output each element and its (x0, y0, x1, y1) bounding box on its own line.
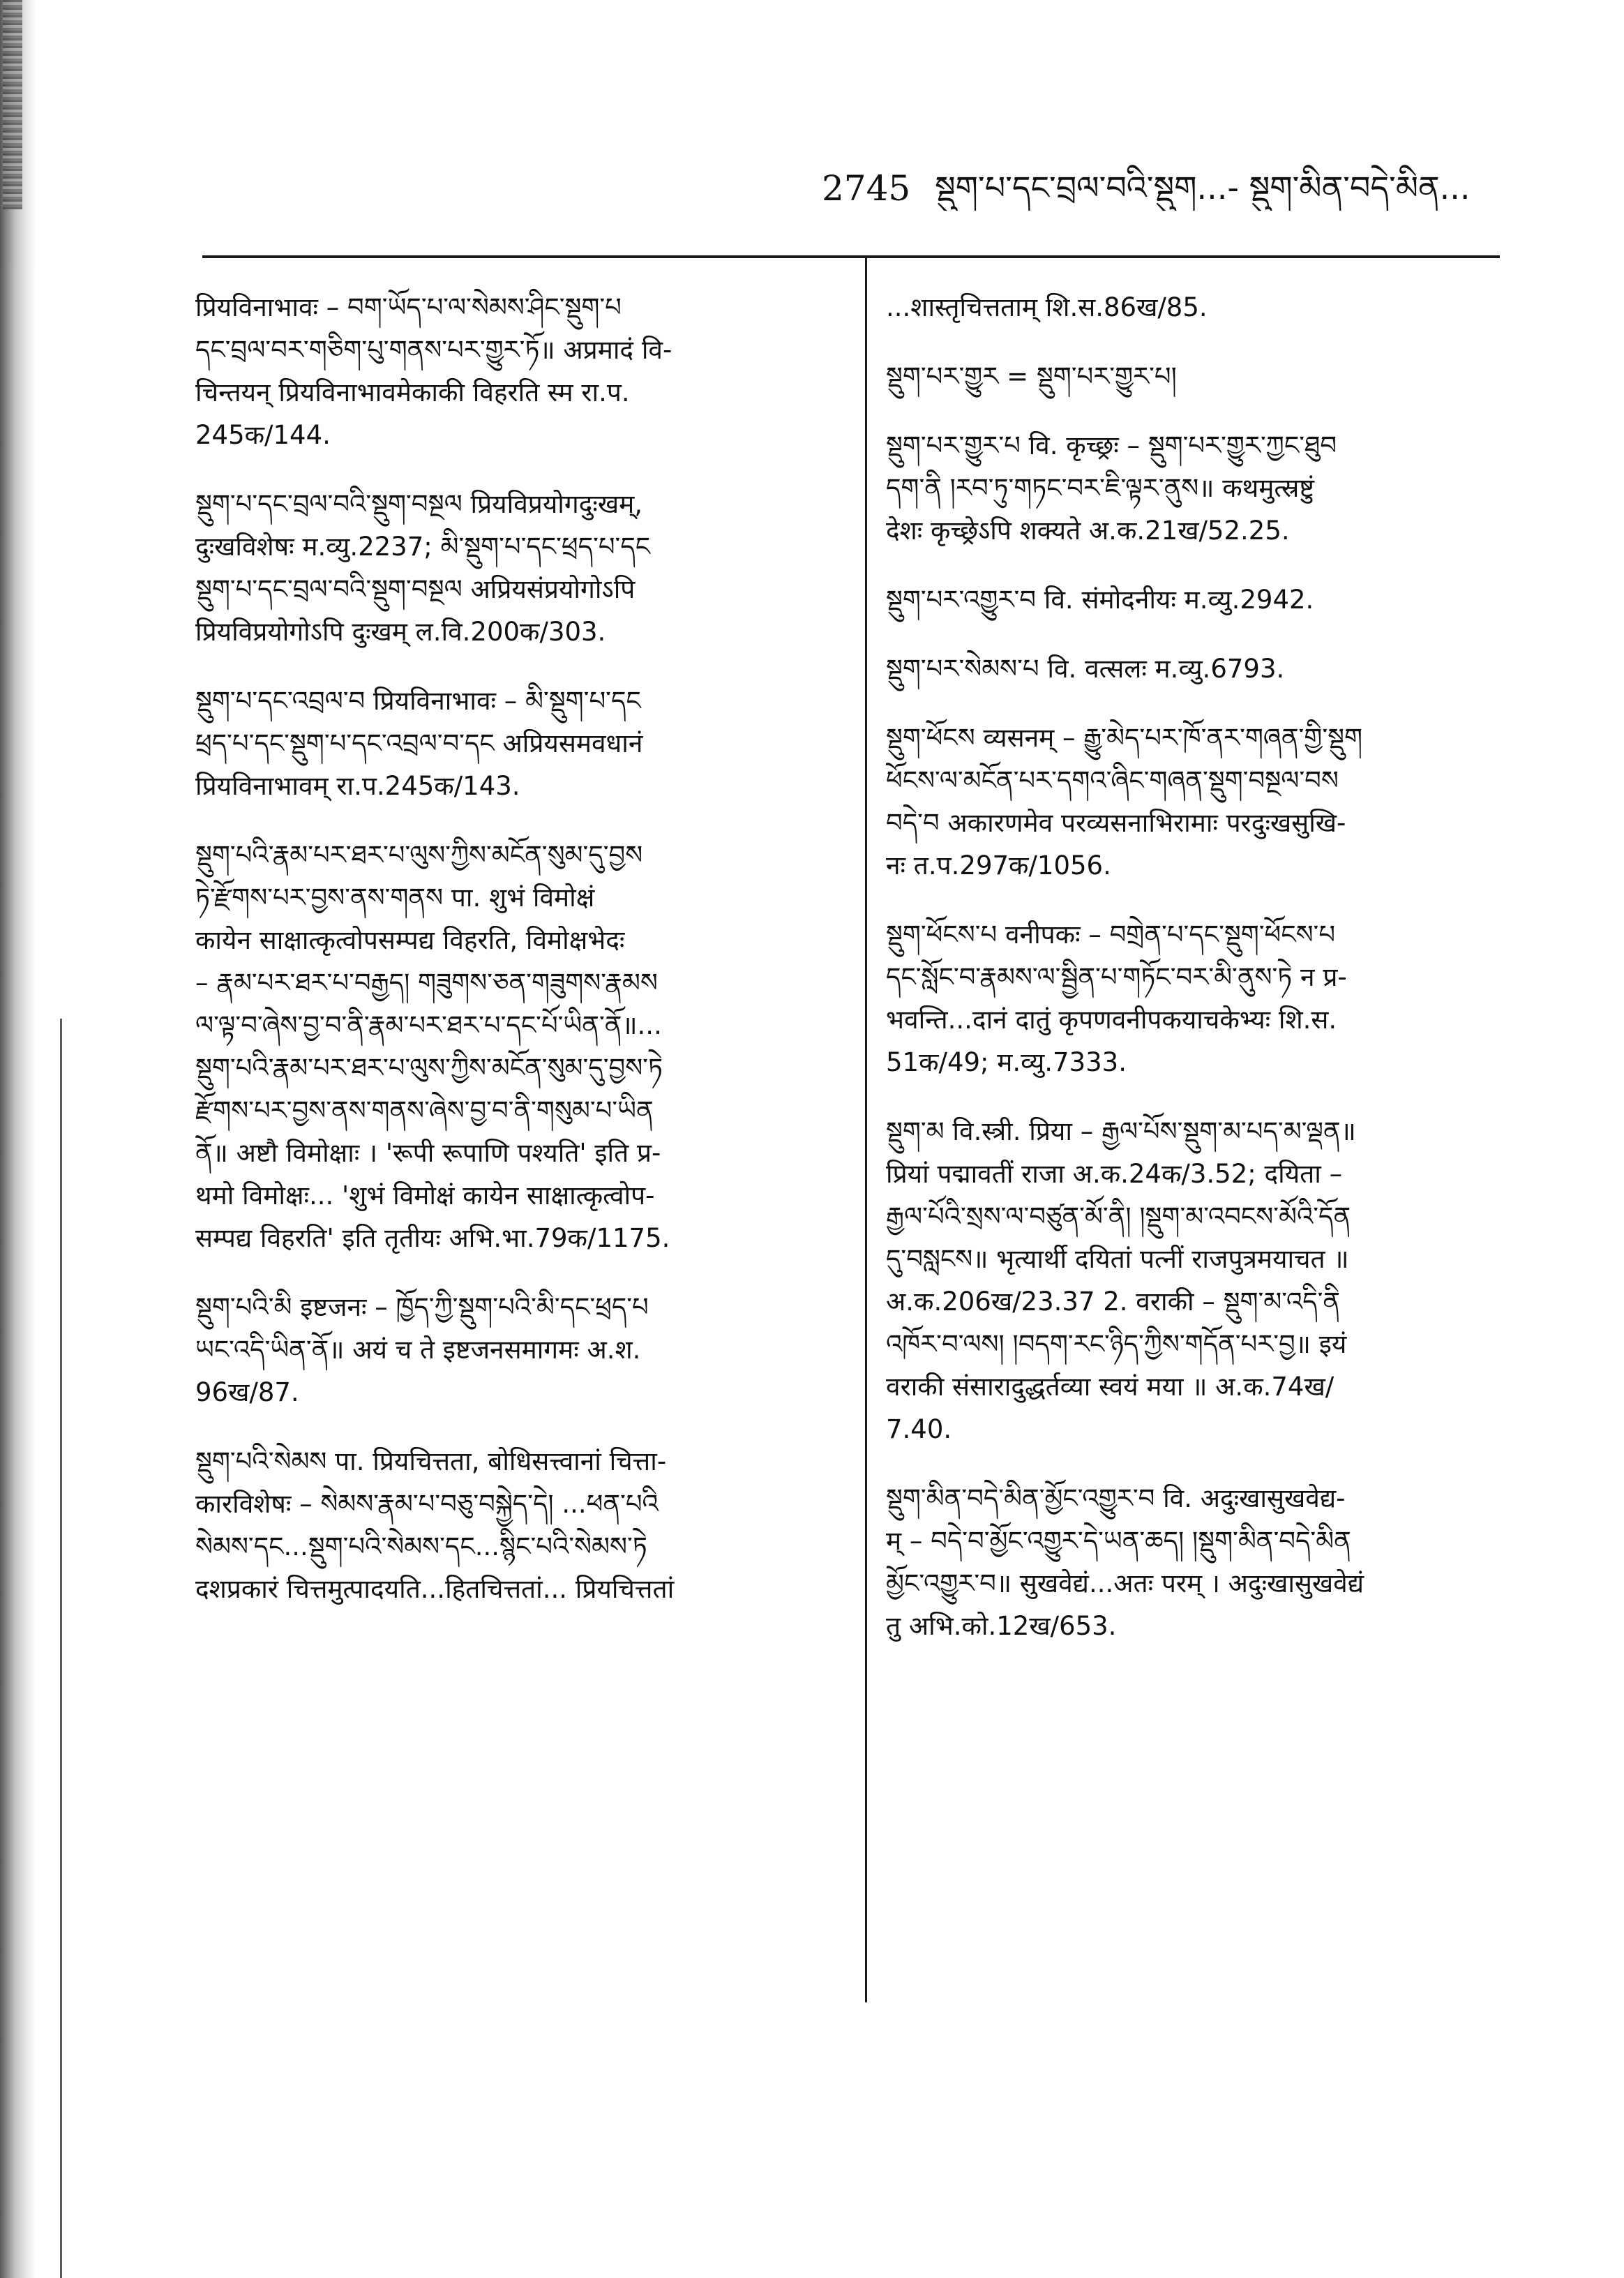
entry-line: प्रियविनाभावः – བག་ཡོད་པ་ལ་སེམས་ཤིང་སྡུག་པ (195, 292, 622, 322)
entry-line: कारविशेषः – སེམས་རྣམ་པ་བཅུ་བསྐྱེད་དེ། ...ཕན་པའི (195, 1489, 659, 1519)
entry-line: སེམས་དང...སྡུག་པའི་སེམས་དང...སྙིང་པའི་སེམས་ཏེ (195, 1531, 647, 1561)
entry-line: थमो विमोक्षः... 'शुभं विमोक्षं कायेन साक्षात्कृत्वोप- (195, 1181, 655, 1211)
entry-line: ...शास्तृचित्तताम् शि.स.86ख/85. (886, 292, 1208, 322)
entry-line: दशप्रकारं चित्तमुत्पादयति...हितचित्ततां... प्रियचित्ततां (195, 1574, 675, 1604)
entry-line: भवन्ति...दानं दातुं कृपणवनीपकयाचकेभ्यः शि.स. (886, 1005, 1337, 1035)
entry-line: अ.क.206ख/23.37 2. वराकी – སྡུག་མ་འདི་ནི (886, 1287, 1341, 1317)
dictionary-entry (886, 286, 1500, 329)
dictionary-entry (886, 913, 1500, 1084)
entry-line: ལ་ལྟ་བ་ཞེས་བྱ་བ་ནི་རྣམ་པར་ཐར་པ་དང་པོ་ཡིན་ནོ॥... (195, 1010, 662, 1040)
dictionary-entry (886, 717, 1500, 887)
entry-line: प्रियां पद्मावतीं राजा अ.क.24क/3.52; दयिता – (886, 1159, 1343, 1189)
entry-line: वराकी संसारादुद्धर्तव्या स्वयं मया ॥ अ.क.74ख/ (886, 1372, 1334, 1402)
entry-line: དང་སློང་བ་རྣམས་ལ་སྦྱིན་པ་གཏོང་བར་མི་ནུས་ཏེ न प्र- (886, 962, 1347, 992)
entry-line: སྡུག་པར་འགྱུར་བ वि. संमोदनीयः म.व्यु.2942. (886, 585, 1314, 615)
entry-line: སྡུག་མིན་བདེ་མིན་མྱོང་འགྱུར་བ वि. अदुःखासुखवेद्य- (886, 1483, 1346, 1513)
entry-line: – རྣམ་པར་ཐར་པ་བརྒྱད། གཟུགས་ཅན་གཟུགས་རྣམས (195, 968, 658, 998)
dictionary-entry (195, 483, 823, 653)
column-divider (865, 258, 867, 2002)
dictionary-entry (886, 355, 1500, 398)
dictionary-entry (886, 578, 1500, 621)
entry-line: རྫོགས་པར་བྱས་ནས་གནས་ཞེས་བྱ་བ་ནི་གསུམ་པ་ཡིན (195, 1095, 654, 1125)
right-column (886, 286, 1500, 1674)
entry-line: འཁོར་བ་ལས། །བདག་རང་ཉིད་ཀྱིས་གདོན་པར་བྱ॥ इयं (886, 1329, 1347, 1359)
entry-line: प्रियविप्रयोगोऽपि दुःखम् ल.वि.200क/303. (195, 617, 606, 647)
entry-line: देशः कृच्छ्रेऽपि शक्यते अ.क.21ख/52.25. (886, 516, 1290, 546)
entry-line: 245क/144. (195, 420, 331, 450)
dictionary-entry (195, 286, 823, 456)
dictionary-entry (886, 1477, 1500, 1647)
entry-line: प्रियविनाभावम् रा.प.245क/143. (195, 771, 520, 801)
entry-line: རྒྱལ་པོའི་སྲས་ལ་བཙུན་མོ་ནི། །སྡུག་མ་འབངས་མོའི་དོན (886, 1201, 1351, 1231)
entry-line: म् – བདེ་བ་མྱོང་འགྱུར་དེ་ཡན་ཆད། །སྡུག་མིན་བདེ་མིན (886, 1526, 1351, 1556)
entry-line: 51क/49; म.व्यु.7333. (886, 1047, 1127, 1077)
entry-line: མྱོང་འགྱུར་བ॥ सुखवेद्यं...अतः परम् । अदुःखासुखवेद्यं (886, 1568, 1364, 1598)
entry-line: སྡུག་པར་གྱུར = སྡུག་པར་གྱུར་པ། (886, 361, 1177, 391)
entry-line: 7.40. (886, 1414, 952, 1444)
binding-edge-line (60, 1019, 62, 2278)
entry-line: ཕོངས་ལ་མངོན་པར་དགའ་ཞིང་གཞན་སྡུག་བསྔལ་བས (886, 765, 1339, 795)
running-head: སྡུག་པ་དང་བྲལ་བའི་སྡུག...- སྡུག་མིན་བདེ་མིན... (935, 169, 1471, 207)
page-number: 2745 (822, 168, 911, 209)
entry-line: ཏེ་རྫོགས་པར་བྱས་ནས་གནས पा. शुभं विमोक्षं (195, 883, 595, 913)
entry-line: དུ་བསླངས॥ भृत्यार्थी दयितां पत्नीं राजपुत्रमयाचत ॥ (886, 1244, 1349, 1274)
entry-line: སྡུག་པ་དང་འབྲལ་བ प्रियविनाभावः – མི་སྡུག་པ་དང (195, 686, 641, 716)
entry-line: སྡུག་པར་སེམས་པ वि. वत्सलः म.व्यु.6793. (886, 654, 1285, 684)
dictionary-entry (886, 647, 1500, 690)
entry-line: སྡུག་མ वि.स्त्री. प्रिया – རྒྱལ་པོས་སྡུག་མ་པད་མ་ལྡན॥ (886, 1116, 1356, 1146)
entry-line: སྡུག་ཕོངས་པ वनीपकः – བགྲེན་པ་དང་སྡུག་ཕོངས་པ (886, 920, 1336, 950)
dictionary-entry (195, 680, 823, 807)
entry-line: चिन्तयन् प्रियविनाभावमेकाकी विहरति स्म रा.प. (195, 377, 630, 407)
entry-line: ནོ॥ अष्टौ विमोक्षाः । 'रूपी रूपाणि पश्यति' इति प्र- (195, 1138, 661, 1168)
dictionary-entry (886, 424, 1500, 552)
entry-line: ཡང་འདི་ཡིན་ནོ॥ अयं च ते इष्टजनसमागमः अ.श. (195, 1335, 641, 1365)
entry-line: ཕྲད་པ་དང་སྡུག་པ་དང་འབྲལ་བ་དང अप्रियसमवधानं (195, 728, 643, 758)
entry-line: སྡུག་པ་དང་བྲལ་བའི་སྡུག་བསྔལ प्रियविप्रयोगदुःखम्, (195, 489, 642, 519)
left-column (195, 286, 823, 1637)
scan-noise (3, 0, 22, 209)
entry-line: དག་ནི །རབ་ཏུ་གཏང་བར་ཇི་ལྟར་ནུས॥ कथमुत्स्रष्टुं (886, 473, 1314, 503)
entry-line: སྡུག་པའི་སེམས पा. प्रियचित्तता, बोधिसत्त्वानां चित्ता- (195, 1446, 667, 1476)
dictionary-entry (195, 834, 823, 1259)
entry-line: སྡུག་པའི་མི इष्टजनः – ཁྱོད་ཀྱི་སྡུག་པའི་མི་དང་ཕྲད་པ (195, 1292, 649, 1322)
entry-line: नः त.प.297क/1056. (886, 850, 1111, 881)
header-rule (202, 255, 1500, 258)
entry-line: བདེ་བ अकारणमेव परव्यसनाभिरामाः परदुःखसुखि- (886, 808, 1346, 838)
entry-line: 96ख/87. (195, 1377, 299, 1407)
entry-line: कायेन साक्षात्कृत्वोपसम्पद्य विहरति, विमोक्षभेदः (195, 925, 625, 955)
scan-edge-shadow (0, 0, 36, 2278)
entry-line: सम्पद्य विहरति' इति तृतीयः अभि.भा.79क/1175. (195, 1223, 670, 1253)
entry-line: སྡུག་ཕོངས व्यसनम् – རྒྱུ་མེད་པར་ཁོ་ནར་གཞན་གྱི་སྡུག (886, 723, 1363, 753)
entry-line: སྡུག་པར་གྱུར་པ वि. कृच्छ्रः – སྡུག་པར་གྱུར་ཀྱང་ཐུབ (886, 430, 1337, 460)
dictionary-entry (195, 1286, 823, 1414)
entry-line: དང་བྲལ་བར་གཅིག་པུ་གནས་པར་གྱུར་ཏོ॥ अप्रमादं वि- (195, 335, 672, 365)
dictionary-entry (886, 1110, 1500, 1451)
entry-line: སྡུག་པའི་རྣམ་པར་ཐར་པ་ལུས་ཀྱིས་མངོན་སུམ་དུ་བྱས (195, 840, 643, 870)
dictionary-entry (195, 1440, 823, 1610)
entry-line: སྡུག་པའི་རྣམ་པར་ཐར་པ་ལུས་ཀྱིས་མངོན་སུམ་དུ་བྱས་ཏེ (195, 1053, 663, 1083)
entry-line: སྡུག་པ་དང་བྲལ་བའི་སྡུག་བསྔལ अप्रियसंप्रयोगोऽपि (195, 574, 636, 604)
entry-line: तु अभि.को.12ख/653. (886, 1611, 1117, 1641)
entry-line: दुःखविशेषः म.व्यु.2237; མི་སྡུག་པ་དང་ཕྲད་པ་དང (195, 532, 651, 562)
